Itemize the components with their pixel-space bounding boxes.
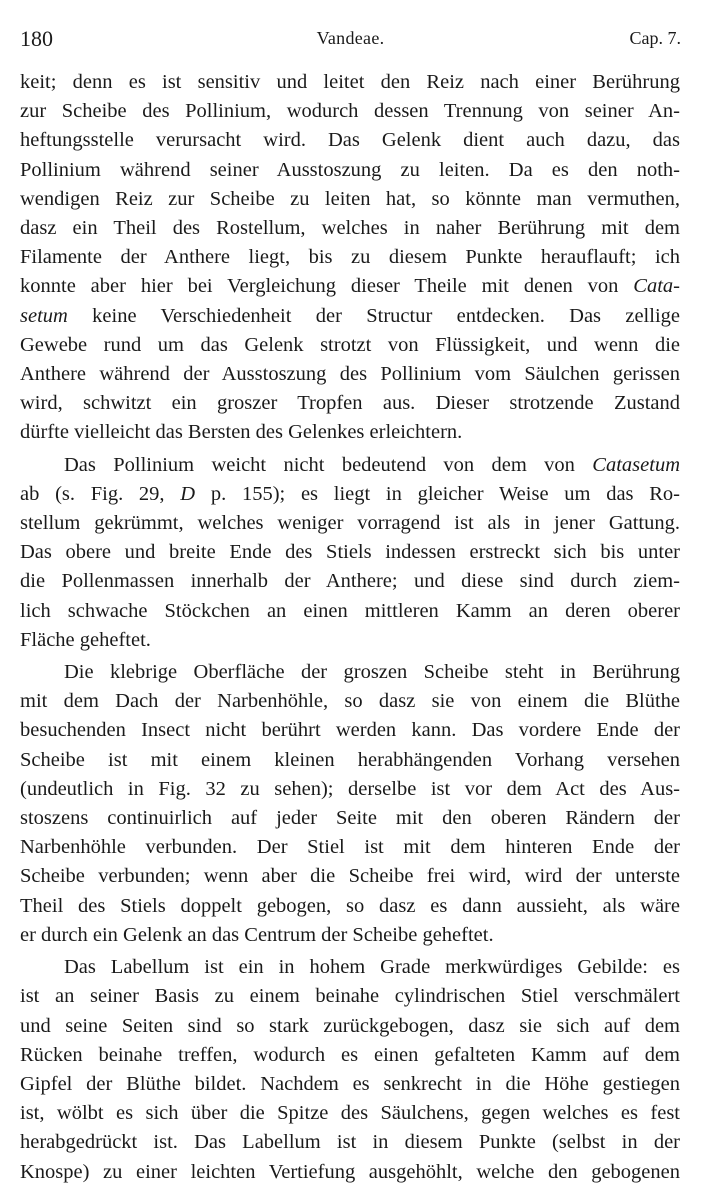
- text-line: besuchenden Insect nicht berührt werden kann. Das vordere Ende der: [20, 719, 680, 742]
- chapter-heading: Vandeae.: [316, 28, 385, 48]
- text-line: stoszens continuirlich auf jeder Seite mit den oberen Rändern der: [20, 807, 680, 830]
- text-line: mit dem Dach der Narbenhöhle, so dasz sie von einem die Blüthe: [20, 690, 680, 713]
- text-line: Die klebrige Oberfläche der groszen Scheibe steht in Berührung: [64, 661, 680, 684]
- paragraph-4: [20, 953, 680, 1187]
- paragraph-2: [20, 451, 680, 655]
- text-line: er durch ein Gelenk an das Centrum der Scheibe geheftet.: [20, 923, 494, 946]
- paragraph-3: [20, 658, 680, 950]
- text-line: konnte aber hier bei Vergleichung dieser Theile mit denen von Cata-: [20, 275, 680, 298]
- paragraph-1: [20, 68, 680, 448]
- text-line: Rücken beinahe treffen, wodurch es einen gefalteten Kamm auf dem: [20, 1043, 680, 1066]
- text-line: Gipfel der Blüthe bildet. Nachdem es senkrecht in die Höhe gestiegen: [20, 1072, 680, 1095]
- text-line: dasz ein Theil des Rostellum, welches in naher Berührung mit dem: [20, 217, 680, 240]
- text-line: heftungsstelle verursacht wird. Das Gelenk dient auch dazu, das: [20, 129, 680, 152]
- body-text: [20, 68, 680, 1187]
- text-line: Anthere während der Ausstoszung des Pollinium vom Säulchen gerissen: [20, 363, 680, 386]
- text-line: und seine Seiten sind so stark zurückgebogen, dasz sie sich auf dem: [20, 1014, 680, 1037]
- running-head: [20, 20, 681, 54]
- text-line: Das obere und breite Ende des Stiels indessen erstreckt sich bis unter: [20, 541, 680, 564]
- text-line: zur Scheibe des Pollinium, wodurch dessen Trennung von seiner An-: [20, 100, 680, 123]
- text-line: Scheibe ist mit einem kleinen herabhängenden Vorhang versehen: [20, 748, 680, 771]
- text-line: (undeutlich in Fig. 32 zu sehen); derselbe ist vor dem Act des Aus-: [20, 777, 680, 800]
- text-line: Filamente der Anthere liegt, bis zu diesem Punkte herauflauft; ich: [20, 246, 680, 269]
- text-line: wendigen Reiz zur Scheibe zu leiten hat, so könnte man vermuthen,: [20, 187, 680, 210]
- text-line: ist, wölbt es sich über die Spitze des Säulchens, gegen welches es fest: [20, 1102, 680, 1125]
- text-line: Das Labellum ist ein in hohem Grade merkwürdiges Gebilde: es: [64, 956, 680, 979]
- text-line: Knospe) zu einer leichten Vertiefung ausgehöhlt, welche den gebogenen: [20, 1160, 680, 1183]
- page-number: 180: [20, 26, 53, 51]
- text-line: keit; denn es ist sensitiv und leitet den Reiz nach einer Berührung: [20, 71, 680, 93]
- text-line: Fläche geheftet.: [20, 628, 151, 651]
- text-line: stellum gekrümmt, welches weniger vorragend ist als in jener Gattung.: [20, 512, 680, 535]
- text-line: Scheibe verbunden; wenn aber die Scheibe frei wird, wird der unterste: [20, 865, 680, 888]
- text-line: Das Pollinium weicht nicht bedeutend von dem von Catasetum: [64, 453, 680, 476]
- text-line: Narbenhöhle verbunden. Der Stiel ist mit dem hinteren Ende der: [20, 836, 680, 859]
- text-line: ab (s. Fig. 29, D p. 155); es liegt in gleicher Weise um das Ro-: [20, 482, 680, 505]
- text-line: dürfte vielleicht das Bersten des Gelenkes erleichtern.: [20, 421, 463, 444]
- text-line: lich schwache Stöckchen an einen mittleren Kamm an deren oberer: [20, 599, 680, 622]
- text-line: herabgedrückt ist. Das Labellum ist in diesem Punkte (selbst in der: [20, 1131, 680, 1154]
- chapter-label: Cap. 7.: [629, 28, 681, 48]
- text-line: Gewebe rund um das Gelenk strotzt von Flüssigkeit, und wenn die: [20, 333, 680, 356]
- text-line: Theil des Stiels doppelt gebogen, so dasz es dann aussieht, als wäre: [20, 894, 680, 917]
- text-line: Pollinium während seiner Ausstoszung zu leiten. Da es den noth-: [20, 158, 680, 181]
- text-line: wird, schwitzt ein groszer Tropfen aus. Dieser strotzende Zustand: [20, 392, 680, 415]
- text-line: die Pollenmassen innerhalb der Anthere; und diese sind durch ziem-: [20, 570, 680, 593]
- text-line: setum keine Verschiedenheit der Structur entdecken. Das zellige: [20, 304, 680, 327]
- text-line: ist an seiner Basis zu einem beinahe cylindrischen Stiel verschmälert: [20, 985, 680, 1008]
